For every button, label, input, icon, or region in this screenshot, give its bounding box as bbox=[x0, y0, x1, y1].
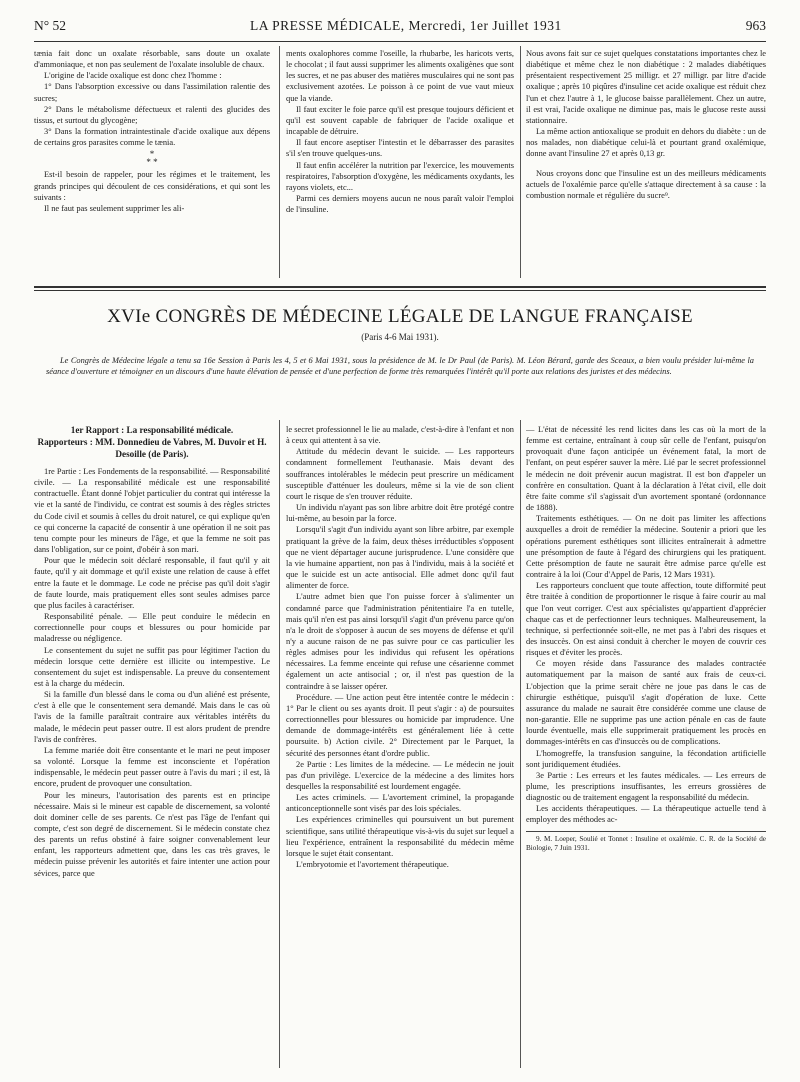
paragraph: Les rapporteurs concluent que toute affection, toute difformité peut être traitée à condition de proportionner le risque à faire courir au mal que l'on veut corriger. C'est aux spécialistes qu'appartient d'apprécier chaque cas et de perfectionner leurs techniques. Malheureusement, la technique, si perfectionnée soit-elle, ne met pas à l'abri des risques et des insuccès. On est ainsi conduit à chercher le moyen de couvrir ces risques et d'éviter les procès. bbox=[526, 581, 766, 658]
running-header bbox=[34, 18, 766, 38]
rapport-title: 1er Rapport : La responsabilité médicale. bbox=[70, 425, 234, 435]
paragraph: La même action antioxalique se produit en dehors du diabète : un de nos malades, non diabétique celui-là et pourtant grand oxalémique, donne avant l'insuline 27 et après 0,13 gr. bbox=[526, 127, 766, 159]
paragraph: Parmi ces derniers moyens aucun ne nous paraît valoir l'emploi de l'insuline. bbox=[286, 194, 514, 215]
paragraph: Les expériences criminelles qui poursuivent un but purement scientifique, sans utilité thérapeutique vis-à-vis du sujet sur lequel a lieu l'expérience, entraînent la responsabilité du médecin même lorsque le sujet était consentant. bbox=[286, 815, 514, 858]
article-intro bbox=[46, 355, 754, 377]
article-title: XVIe CONGRÈS DE MÉDECINE LÉGALE DE LANGUE FRANÇAISE bbox=[107, 306, 693, 327]
paragraph: Il ne faut pas seulement supprimer les ali- bbox=[44, 203, 185, 213]
paragraph: Nous avons fait sur ce sujet quelques constatations importantes chez le diabétique et même chez le non diabétique : 2 malades diabétiques présentaient respectivement 25 milligr. et 27 milligr. par litre d'acide oxalique ; après 10 piqûres d'insuline cet acide oxalique est réduit chez l'un et chez l'autre à 1, le glucose baisse parallèlement. Chez un autre, il est vrai, l'acide oxalique ne diminue pas, mais le glucose reste aussi stationnaire. bbox=[526, 49, 766, 125]
paragraph: L'embryotomie et l'avortement thérapeutique. bbox=[296, 860, 449, 870]
paragraph: Les actes criminels. — L'avortement criminel, la propagande anticonceptionnelle sont visés par des lois spéciales. bbox=[286, 793, 514, 814]
paragraph: 3e Partie : Les erreurs et les fautes médicales. — Les erreurs de plume, les prescriptions insuffisantes, les erreurs grossières de diagnostic ou de traitement engagent la responsabilité du médecin. bbox=[526, 770, 766, 803]
paragraph: Si la famille d'un blessé dans le coma ou d'un aliéné est présente, c'est à elle que le consentement sera demandé. Mais dans le cas où l'avis de la famille paraîtrait contraire aux véritables intérêts du malade, le médecin peut passer outre. Il est alors prudent de prendre l'avis de confrères. bbox=[34, 690, 270, 744]
article-column-2 bbox=[286, 424, 514, 1064]
paragraph: La femme mariée doit être consentante et le mari ne peut imposer sa volonté. Lorsque la femme est inconsciente et l'opération indispensable, le médecin peut passer outre à l'avis du mari ; il est, là encore, prudent de provoquer une consultation. bbox=[34, 745, 270, 789]
paragraph: le secret professionnel le lie au malade, c'est-à-dire à l'enfant et non à ceux qui attentent à sa vie. bbox=[286, 425, 514, 446]
paragraph: Un individu n'ayant pas son libre arbitre doit être protégé contre lui-même, au besoin par la force. bbox=[286, 503, 514, 524]
rapporteurs: Rapporteurs : MM. Donnedieu de Vabres, M. Duvoir et H. Desoille (de Paris). bbox=[37, 437, 267, 459]
page-number: 963 bbox=[745, 18, 766, 33]
section-rule bbox=[34, 286, 766, 288]
header-rule bbox=[34, 41, 766, 42]
paragraph: Il faut encore aseptiser l'intestin et le débarrasser des parasites s'il s'en trouve quelques-uns. bbox=[286, 138, 514, 159]
paragraph: L'autre admet bien que l'on puisse forcer à s'alimenter un condamné parce que l'administration pénitentiaire l'a en tutelle, mais qu'il n'en est pas ainsi lorsqu'il s'agit d'un prévenu parce qu'on n'a le droit de s'opposer à aucun de ses moyens de défense et qu'il n'y a aucune raison de ne pas suivre pour ce cas particulier les règles admises pour les individus qui refusent les opérations nécessaires. La femme enceinte qui refuse une césarienne commet également un acte antisocial ; or, il n'est pas question de la contraindre à se laisser opérer. bbox=[286, 592, 514, 691]
paragraph: Il faut enfin accélérer la nutrition par l'exercice, les mouvements respiratoires, l'absorption d'oxygène, les médicaments oxydants, les rayons violets, etc... bbox=[286, 160, 514, 192]
paragraph: tænia fait donc un oxalate résorbable, sans doute un oxalate d'ammoniaque, et non pas seulement de l'oxalate insoluble de chaux. bbox=[34, 49, 270, 70]
issue-number: N° 52 bbox=[34, 18, 67, 33]
paragraph: Les accidents thérapeutiques. — La thérapeutique actuelle tend à employer des méthodes ac- bbox=[526, 804, 766, 825]
column-divider bbox=[520, 46, 521, 278]
article-column-3 bbox=[526, 424, 766, 1064]
paragraph: 3° Dans la formation intraintestinale d'acide oxalique aux dépens de certains gros parasites comme le tænia. bbox=[34, 127, 270, 148]
paragraph: L'homogreffe, la transfusion sanguine, la fécondation artificielle sont juridiquement étudiées. bbox=[526, 748, 766, 769]
paragraph: 1re Partie : Les Fondements de la responsabilité. — Responsabilité civile. — La responsabilité médicale est une responsabilité contractuelle. Étant donné l'objet particulier du contrat qui intéresse la vie et la santé de l'individu, ce contrat est soumis à des règles strictes du Code civil et soumis à celles du droit naturel, ce qui explique qu'en ce qui concerne la capacité de consentir à une opération il ne soit pas tenu compte pour les mineurs de l'âge, et que la femme ne soit pas dans l'obligation, sur ce point, d'obéir à son mari. bbox=[34, 467, 270, 555]
paragraph: Il faut exciter le foie parce qu'il est presque toujours déficient et qu'il est souvent capable de fabriquer de l'acide oxalique et incapable de détruire. bbox=[286, 104, 514, 137]
paragraph: Traitements esthétiques. — On ne doit pas limiter les affections auxquelles a droit de remédier la médecine. Soutenir a priori que les opérations purement esthétiques sont illicites entraînerait à admettre une présomption de faute à l'égard des chirurgiens qui les pratiquent. Cette présomption de faute ne saurait être admise parce qu'elle est contraire à la loi (Cour d'Appel de Paris, 12 Mars 1931). bbox=[526, 514, 766, 580]
paragraph: Le consentement du sujet ne suffit pas pour légitimer l'action du médecin lorsque cette dernière est illicite ou intempestive. Le consentement du sujet est indispensable. La preuve du consentement est à la charge du médecin. bbox=[34, 645, 270, 688]
top-column-1 bbox=[34, 48, 270, 276]
paragraph: ments oxalophores comme l'oseille, la rhubarbe, les haricots verts, le chocolat ; il faut aussi supprimer les aliments oxaligènes que sont les sucres, et ne pas abuser des matières musculaires qui ne sont pas exclusivement azotées. Le poisson à ce point de vue vaut mieux que la viande. bbox=[286, 49, 514, 103]
journal-title: LA PRESSE MÉDICALE, Mercredi, 1er Juillet 1931 bbox=[250, 18, 562, 33]
section-rule bbox=[34, 290, 766, 291]
paragraph: 1° Dans l'absorption excessive ou dans l'assimilation ralentie des sucres; bbox=[34, 82, 270, 103]
column-divider bbox=[279, 46, 280, 278]
paragraph: Attitude du médecin devant le suicide. — Les rapporteurs condamnent formellement l'euthanasie. Mais devant des souffrances intolérables le médecin peut prescrire un médicament susceptible d'atténuer les douleurs, même si la vie de son client court le risque de s'en trouver réduite. bbox=[286, 447, 514, 501]
article-subtitle: (Paris 4-6 Mai 1931). bbox=[361, 332, 439, 342]
paragraph: L'origine de l'acide oxalique est donc chez l'homme : bbox=[44, 71, 222, 81]
intro-paragraph: Le Congrès de Médecine légale a tenu sa 16e Session à Paris les 4, 5 et 6 Mai 1931, sous la présidence de M. le Dr Paul (de Paris). M. Léon Bérard, garde des Sceaux, a bien voulu présider lui-même la séance d'ouverture et témoigner en un discours d'une haute élévation de pensée et d'une perfection de forme très remarquées l'intérêt qu'il porte aux relations des juristes et des médecins. bbox=[46, 356, 754, 377]
paragraph: Est-il besoin de rappeler, pour les régimes et le traitement, les grands principes qui découlent de ces considérations, et qui sont les suivants : bbox=[34, 170, 270, 202]
paragraph: Lorsqu'il s'agit d'un individu ayant son libre arbitre, par exemple pratiquant la grève de la faim, deux thèses irréductibles s'opposent que ne vient départager aucune jurisprudence. L'une considère que la vie humaine appartient, non pas à l'individu, mais à la société et que le suicide est un acte antisocial. Elle admet donc qu'il faut alimenter de force. bbox=[286, 525, 514, 591]
paragraph: Ce moyen réside dans l'assurance des malades contractée automatiquement par la maison de santé aux frais de ceux-ci. L'objection que la prime serait chère ne joue pas dans le cas de chirurgie esthétique, puisqu'il s'agit d'opération de luxe. Cette assurance du malade ne saurait être considérée comme une clause de non-garantie. Elle ne supprime pas une action pénale en cas de faute lourde éventuelle, mais elle supprimerait pratiquement les procès en dommages-intérêts en cas d'insuccès ou de complications. bbox=[526, 659, 766, 747]
column-divider bbox=[279, 420, 280, 1068]
footnote: 9. M. Loeper, Soulié et Tonnet : Insuline et oxalémie. C. R. de la Société de Biologie, 7 Juin 1931. bbox=[526, 834, 766, 853]
paragraph: — L'état de nécessité les rend licites dans les cas où la mort de la femme est certaine, entraînant à coup sûr celle de l'enfant, puisqu'on provoquait d'une façon anticipée un événement fatal, la mort de l'enfant, on peut espérer sauver la mère. Lié par le secret professionnel le médecin ne doit prévenir aucun magistrat. Il est bon d'appeler un confrère en consultation. Quant à la déclaration à l'état civil, elle doit être faite comme s'il s'agissait d'un avortement spontané (ordonnance de 1888). bbox=[526, 425, 766, 513]
column-divider bbox=[520, 420, 521, 1068]
paragraph: Nous croyons donc que l'insuline est un des meilleurs médicaments actuels de l'oxalémie parce qu'elle s'attaque directement à sa cause : la combustion normale et régulière du sucre⁹. bbox=[526, 168, 766, 200]
paragraph: Procédure. — Une action peut être intentée contre le médecin : 1° Par le client ou ses ayants droit. Il peut s'agir : a) de poursuites correctionnelles pour blessures ou homicide par imprudence. Une demande de dommage-intérêts est généralement liée à cette poursuite. b) Action civile. 2° Directement par le Parquet, la sécurité des personnes étant d'ordre public. bbox=[286, 692, 514, 758]
paragraph: Pour les mineurs, l'autorisation des parents est en principe nécessaire. Mais si le mineur est capable de discernement, sa volonté doit dominer celle de ses parents. Ce n'est pas l'âge de l'enfant qui compte, c'est son degré de discernement. Si le médecin constate chez des parents un refus obstiné à faire soigner convenablement leur enfant, les rapporteurs admettent que, dans les cas très graves, le médecin puisse prévenir les autorités et faire intenter une action pour sévices, parce que bbox=[34, 790, 270, 878]
article-column-1 bbox=[34, 424, 270, 1064]
paragraph: 2e Partie : Les limites de la médecine. — Le médecin ne jouit pas d'un privilège. L'exercice de la médecine a des limites hors desquelles la responsabilité est lourdement engagée. bbox=[286, 759, 514, 791]
section-stars: * * * bbox=[146, 149, 158, 168]
paragraph: Responsabilité pénale. — Elle peut conduire le médecin en correctionnelle pour coups et blessures ou pour homicide par maladresse ou négligence. bbox=[34, 612, 270, 644]
paragraph: 2° Dans le métabolisme défectueux et ralenti des glucides des tissus, et surtout du glycogène; bbox=[34, 104, 270, 125]
footnote-rule bbox=[526, 831, 766, 832]
top-column-2 bbox=[286, 48, 514, 276]
top-column-3 bbox=[526, 48, 766, 276]
paragraph: Pour que le médecin soit déclaré responsable, il faut qu'il y ait faute, qu'il y ait dommage et qu'il existe une relation de cause à effet entre la faute et le dommage. Le code ne précise pas qu'il doit s'agir de faute lourde, mais pratiquement elles sont seules admises parce que plus faciles à caractériser. bbox=[34, 556, 270, 610]
